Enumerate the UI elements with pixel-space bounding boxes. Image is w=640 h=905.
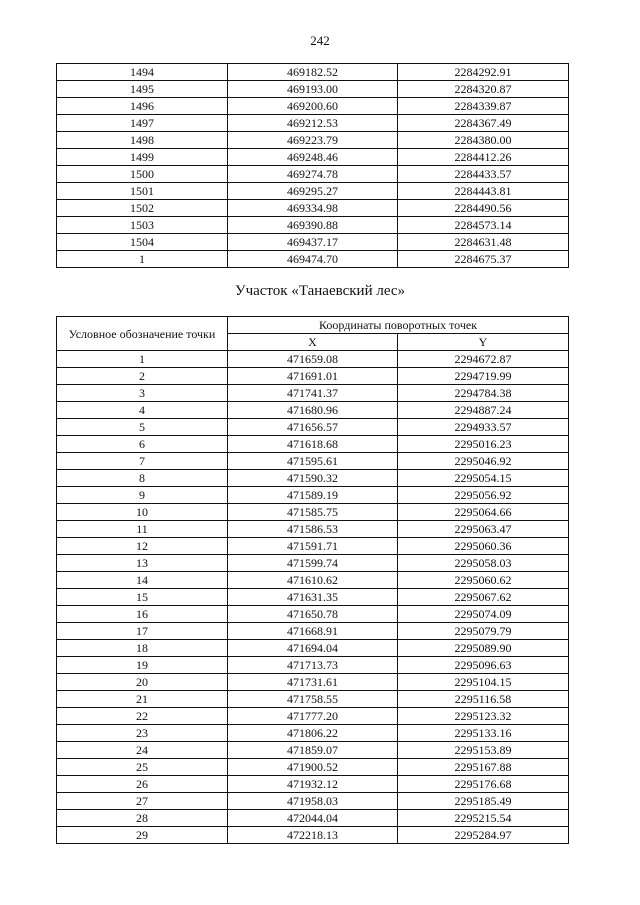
table-row: [57, 538, 569, 555]
table-row: [57, 81, 569, 98]
x-coordinate-cell: 471590.32: [228, 470, 398, 487]
header-row: [57, 317, 569, 334]
y-coordinate-cell: 2295185.49: [398, 793, 569, 810]
y-coordinate-cell: 2284380.00: [398, 132, 569, 149]
y-coordinate-cell: 2295133.16: [398, 725, 569, 742]
x-coordinate-cell: 471859.07: [228, 742, 398, 759]
table-row: [57, 759, 569, 776]
point-number-cell: 15: [57, 589, 228, 606]
y-coordinate-cell: 2284433.57: [398, 166, 569, 183]
table-row: [57, 487, 569, 504]
table-row: [57, 776, 569, 793]
point-number-cell: 19: [57, 657, 228, 674]
y-coordinate-cell: 2284631.48: [398, 234, 569, 251]
table-row: [57, 402, 569, 419]
point-number-cell: 27: [57, 793, 228, 810]
table-row: [57, 572, 569, 589]
table-row: [57, 385, 569, 402]
table-row: [57, 115, 569, 132]
header-point-designation: Условное обозначение точки: [57, 317, 228, 351]
y-coordinate-cell: 2284573.14: [398, 217, 569, 234]
point-number-cell: 14: [57, 572, 228, 589]
header-x: X: [228, 334, 398, 351]
y-coordinate-cell: 2295104.15: [398, 674, 569, 691]
y-coordinate-cell: 2295096.63: [398, 657, 569, 674]
x-coordinate-cell: 471691.01: [228, 368, 398, 385]
x-coordinate-cell: 469474.70: [228, 251, 398, 268]
x-coordinate-cell: 471694.04: [228, 640, 398, 657]
point-number-cell: 1: [57, 251, 228, 268]
x-coordinate-cell: 471631.35: [228, 589, 398, 606]
x-coordinate-cell: 471599.74: [228, 555, 398, 572]
point-number-cell: 16: [57, 606, 228, 623]
table-row: [57, 251, 569, 268]
point-number-cell: 11: [57, 521, 228, 538]
x-coordinate-cell: 469248.46: [228, 149, 398, 166]
table-row: [57, 183, 569, 200]
x-coordinate-cell: 471618.68: [228, 436, 398, 453]
point-number-cell: 23: [57, 725, 228, 742]
point-number-cell: 8: [57, 470, 228, 487]
coordinates-table: [56, 316, 569, 844]
point-number-cell: 1499: [57, 149, 228, 166]
x-coordinate-cell: 471806.22: [228, 725, 398, 742]
x-coordinate-cell: 471591.71: [228, 538, 398, 555]
y-coordinate-cell: 2294784.38: [398, 385, 569, 402]
x-coordinate-cell: 471900.52: [228, 759, 398, 776]
x-coordinate-cell: 471586.53: [228, 521, 398, 538]
continuation-coordinates-table: [56, 63, 569, 268]
x-coordinate-cell: 471741.37: [228, 385, 398, 402]
y-coordinate-cell: 2295153.89: [398, 742, 569, 759]
y-coordinate-cell: 2295064.66: [398, 504, 569, 521]
x-coordinate-cell: 472044.04: [228, 810, 398, 827]
table-row: [57, 436, 569, 453]
x-coordinate-cell: 471650.78: [228, 606, 398, 623]
y-coordinate-cell: 2295215.54: [398, 810, 569, 827]
point-number-cell: 5: [57, 419, 228, 436]
point-number-cell: 1495: [57, 81, 228, 98]
x-coordinate-cell: 471731.61: [228, 674, 398, 691]
x-coordinate-cell: 471656.57: [228, 419, 398, 436]
continuation-table-body: [57, 64, 569, 268]
point-number-cell: 4: [57, 402, 228, 419]
point-number-cell: 1501: [57, 183, 228, 200]
point-number-cell: 6: [57, 436, 228, 453]
y-coordinate-cell: 2295060.36: [398, 538, 569, 555]
point-number-cell: 1494: [57, 64, 228, 81]
y-coordinate-cell: 2295284.97: [398, 827, 569, 844]
x-coordinate-cell: 471659.08: [228, 351, 398, 368]
x-coordinate-cell: 469182.52: [228, 64, 398, 81]
y-coordinate-cell: 2284320.87: [398, 81, 569, 98]
x-coordinate-cell: 471958.03: [228, 793, 398, 810]
table-row: [57, 589, 569, 606]
table-row: [57, 453, 569, 470]
table-row: [57, 470, 569, 487]
point-number-cell: 21: [57, 691, 228, 708]
y-coordinate-cell: 2294887.24: [398, 402, 569, 419]
y-coordinate-cell: 2295123.32: [398, 708, 569, 725]
x-coordinate-cell: 469212.53: [228, 115, 398, 132]
y-coordinate-cell: 2284675.37: [398, 251, 569, 268]
table-row: [57, 521, 569, 538]
table-row: [57, 793, 569, 810]
point-number-cell: 13: [57, 555, 228, 572]
y-coordinate-cell: 2295079.79: [398, 623, 569, 640]
y-coordinate-cell: 2284443.81: [398, 183, 569, 200]
y-coordinate-cell: 2294719.99: [398, 368, 569, 385]
table-row: [57, 98, 569, 115]
x-coordinate-cell: 469223.79: [228, 132, 398, 149]
y-coordinate-cell: 2284292.91: [398, 64, 569, 81]
point-number-cell: 1497: [57, 115, 228, 132]
table-row: [57, 674, 569, 691]
x-coordinate-cell: 471932.12: [228, 776, 398, 793]
y-coordinate-cell: 2294672.87: [398, 351, 569, 368]
table-row: [57, 234, 569, 251]
y-coordinate-cell: 2295089.90: [398, 640, 569, 657]
section-title: Участок «Танаевский лес»: [234, 283, 406, 299]
table-row: [57, 419, 569, 436]
y-coordinate-cell: 2284367.49: [398, 115, 569, 132]
x-coordinate-cell: 471668.91: [228, 623, 398, 640]
x-coordinate-cell: 469274.78: [228, 166, 398, 183]
table-row: [57, 725, 569, 742]
page-number: 242: [310, 33, 330, 48]
point-number-cell: 25: [57, 759, 228, 776]
point-number-cell: 7: [57, 453, 228, 470]
x-coordinate-cell: 471610.62: [228, 572, 398, 589]
x-coordinate-cell: 471758.55: [228, 691, 398, 708]
x-coordinate-cell: 472218.13: [228, 827, 398, 844]
point-number-cell: 18: [57, 640, 228, 657]
table-row: [57, 166, 569, 183]
y-coordinate-cell: 2295060.62: [398, 572, 569, 589]
table-row: [57, 810, 569, 827]
coordinates-table-body: [57, 351, 569, 844]
x-coordinate-cell: 471595.61: [228, 453, 398, 470]
y-coordinate-cell: 2295056.92: [398, 487, 569, 504]
x-coordinate-cell: 469200.60: [228, 98, 398, 115]
y-coordinate-cell: 2295054.15: [398, 470, 569, 487]
x-coordinate-cell: 471777.20: [228, 708, 398, 725]
point-number-cell: 1: [57, 351, 228, 368]
point-number-cell: 1502: [57, 200, 228, 217]
y-coordinate-cell: 2295046.92: [398, 453, 569, 470]
table-row: [57, 623, 569, 640]
x-coordinate-cell: 469334.98: [228, 200, 398, 217]
x-coordinate-cell: 469437.17: [228, 234, 398, 251]
point-number-cell: 20: [57, 674, 228, 691]
y-coordinate-cell: 2295063.47: [398, 521, 569, 538]
y-coordinate-cell: 2295176.68: [398, 776, 569, 793]
x-coordinate-cell: 471585.75: [228, 504, 398, 521]
point-number-cell: 29: [57, 827, 228, 844]
table-row: [57, 217, 569, 234]
table-row: [57, 504, 569, 521]
x-coordinate-cell: 471680.96: [228, 402, 398, 419]
x-coordinate-cell: 469390.88: [228, 217, 398, 234]
y-coordinate-cell: 2284490.56: [398, 200, 569, 217]
table-row: [57, 827, 569, 844]
table-row: [57, 555, 569, 572]
table-row: [57, 640, 569, 657]
y-coordinate-cell: 2295167.88: [398, 759, 569, 776]
point-number-cell: 17: [57, 623, 228, 640]
x-coordinate-cell: 469193.00: [228, 81, 398, 98]
point-number-cell: 1504: [57, 234, 228, 251]
y-coordinate-cell: 2295067.62: [398, 589, 569, 606]
table-row: [57, 606, 569, 623]
y-coordinate-cell: 2284339.87: [398, 98, 569, 115]
point-number-cell: 1496: [57, 98, 228, 115]
table-row: [57, 742, 569, 759]
y-coordinate-cell: 2295074.09: [398, 606, 569, 623]
y-coordinate-cell: 2295116.58: [398, 691, 569, 708]
header-coordinates: Координаты поворотных точек: [228, 317, 569, 334]
x-coordinate-cell: 471589.19: [228, 487, 398, 504]
point-number-cell: 24: [57, 742, 228, 759]
point-number-cell: 9: [57, 487, 228, 504]
y-coordinate-cell: 2295058.03: [398, 555, 569, 572]
table-row: [57, 708, 569, 725]
y-coordinate-cell: 2295016.23: [398, 436, 569, 453]
y-coordinate-cell: 2284412.26: [398, 149, 569, 166]
table-row: [57, 691, 569, 708]
table-row: [57, 351, 569, 368]
point-number-cell: 28: [57, 810, 228, 827]
point-number-cell: 10: [57, 504, 228, 521]
point-number-cell: 2: [57, 368, 228, 385]
y-coordinate-cell: 2294933.57: [398, 419, 569, 436]
table-row: [57, 64, 569, 81]
point-number-cell: 12: [57, 538, 228, 555]
table-row: [57, 200, 569, 217]
x-coordinate-cell: 471713.73: [228, 657, 398, 674]
table-row: [57, 132, 569, 149]
coordinates-table-header: [57, 317, 569, 351]
table-row: [57, 149, 569, 166]
point-number-cell: 1498: [57, 132, 228, 149]
point-number-cell: 1500: [57, 166, 228, 183]
table-row: [57, 368, 569, 385]
header-y: Y: [398, 334, 569, 351]
point-number-cell: 26: [57, 776, 228, 793]
point-number-cell: 3: [57, 385, 228, 402]
table-row: [57, 657, 569, 674]
x-coordinate-cell: 469295.27: [228, 183, 398, 200]
point-number-cell: 1503: [57, 217, 228, 234]
point-number-cell: 22: [57, 708, 228, 725]
